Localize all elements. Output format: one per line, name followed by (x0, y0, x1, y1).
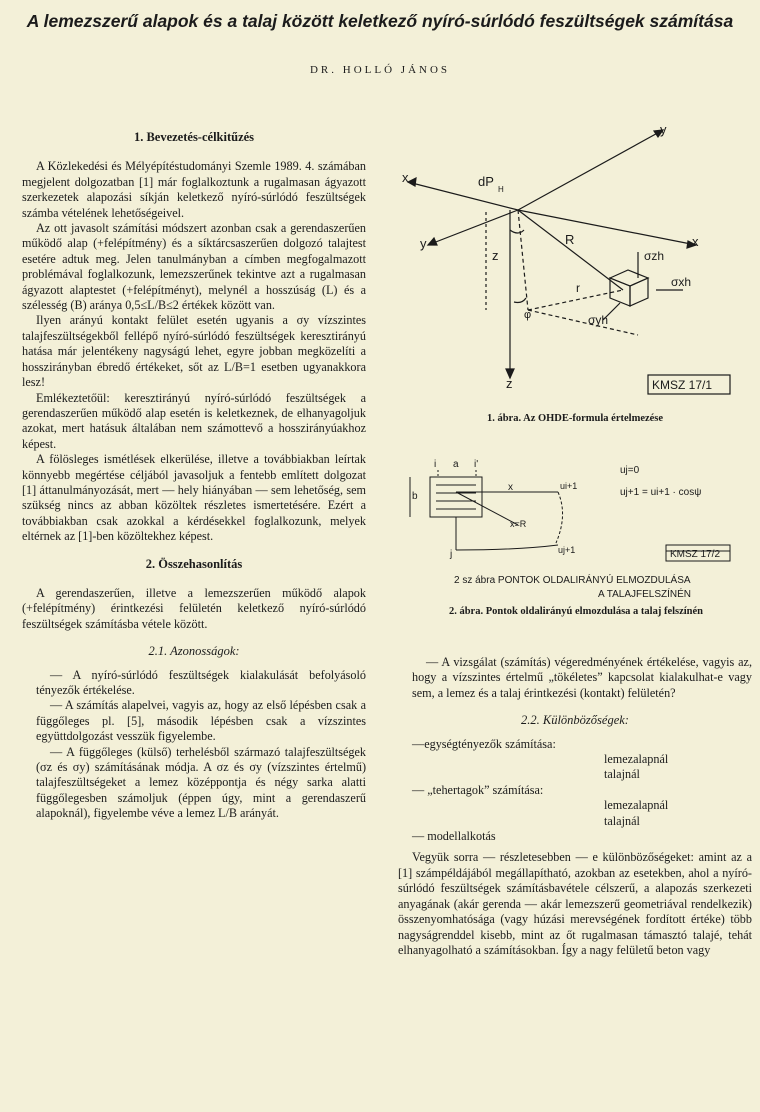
fig2-label-i-prime: i' (474, 459, 479, 470)
axis-label-x-left: x (402, 170, 409, 185)
difference-subitem: talajnál (604, 813, 640, 828)
left-column (22, 118, 366, 822)
list-item: — A számítás alapelvei, vagyis az, hogy az első lépésben csak a függőleges pl. [5], második lépésben csak a vízszintes együttdolgozást vesszük figyelembe. (36, 698, 366, 744)
fig2-hand-caption-1: 2 sz ábra PONTOK OLDALIRÁNYÚ ELMOZDULÁSA (454, 575, 691, 586)
figure-2-displacement-diagram (398, 455, 752, 603)
fig2-label-b: b (412, 491, 418, 502)
paragraph: Emlékeztetőül: keresztirányú nyíró-súrlódó feszültségek a gerendaszerűen működő alap esetén is keletkeznek, de elhanyagoljuk azokat, mert hatásuk általában nem számottevő a hosszirányúakhoz képest. (22, 390, 366, 451)
paragraph: A fölösleges ismétlések elkerülése, illetve a továbbiakban leírtak könnyebb megértése céljából javasoljuk a fentebb említett dolgozat [1] áttanulmányozását, mert — hely hiányában — sem lehetőség, sem szükség nincs az abban közöltek részletes ismertetésére. Ezért a továbbiakban csak azokkal a kérdésekkel foglalkozunk, melyek eltérnek az [1]-ben közöltekhez képest. (22, 452, 366, 544)
list-item: — A függőleges (külső) terhelésből származó talajfeszültségek (σz és σy) számításának módja. A σz és σy (vízszintes értelmű) talajfeszültségeket a lemez középpontja és négy sarka alatti függőlegesben számoljuk (éppen úgy, mint a gerendaszerű alapoknál), figyelembe véve a lemez L/B arányát. (36, 744, 366, 821)
axis-label-z: z (506, 376, 513, 391)
paragraph: Vegyük sorra — részletesebben — e különbözőségeket: amint az a [1] számpéldájából megállapítható, azokban az esetekben, ahol a nyíró-súrlódó feszültségek számításbavétele célszerű, a alapozás szerkezeti anyagának (akár gerenda — akár lemezszerű geometriával rendelkezik) összenyomhatósága (vagy húzási merevségének fordított értéke) több nagyságrenddel kisebb, mint az őt rugalmasan támasztó talajé, tehát elhanyagolható a számításokban. Így a nagy felületű beton vagy (398, 850, 752, 957)
fig2-label-x: x (508, 482, 513, 493)
difference-subitem: lemezalapnál (604, 752, 669, 767)
difference-item: — modellalkotás (412, 829, 496, 844)
paragraph: Ilyen arányú kontakt felület esetén ugyanis a σy vízszintes talajfeszültségekből fellépő nyíró-súrlódó feszültségek keresztirányú hatása már jelentékeny nagyságú lehet, egyre jobban megközelíti a hosszirányban ébredő értékeket, sőt az L/B=1 esetben ugyanakkora lesz! (22, 313, 366, 390)
force-subscript: H (498, 185, 504, 194)
fig2-label-uj1: uj+1 (558, 545, 576, 555)
difference-item: — „tehertagok” számítása: (412, 782, 544, 797)
section-heading-comparison: 2. Összehasonlítás (145, 556, 243, 571)
paragraph: A Közlekedési és Mélyépítéstudományi Szemle 1989. 4. számában megjelent dolgozatban [1] már foglalkoztunk a rugalmasan ágyazott szerkezetek alapozási síkján keletkező nyíró-súrlódó feszültségek számba vételének lehetőségeivel. (22, 159, 366, 220)
article-title: A lemezszerű alapok és a talaj között keletkező nyíró-súrlódó feszültségek számítása (26, 11, 734, 31)
difference-subitem: talajnál (604, 767, 640, 782)
list-item: — A nyíró-súrlódó feszültségek kialakulását befolyásoló tényezők értékelése. (36, 667, 366, 697)
figure-stamp: KMSZ 17/1 (652, 378, 713, 392)
fig2-label-ui1: ui+1 (560, 481, 578, 491)
subsection-heading-differences: 2.2. Különbözőségek: (521, 713, 629, 728)
figure-2-caption: 2. ábra. Pontok oldalirányú elmozdulása a talaj felszínén (448, 606, 704, 617)
paragraph: A gerendaszerűen, illetve a lemezszerűen működő alapok (+felépítmény) érintkezési felületén keletkező nyíró-súrlódó feszültségek számításba vétele között. (22, 585, 366, 631)
horizontal-radius-label: r (576, 281, 580, 295)
fig2-label-j: j (450, 549, 453, 560)
axis-label-x-right: x (692, 234, 699, 249)
axis-label-y-top: y (660, 122, 667, 137)
author-name: DR. HOLLÓ JÁNOS (309, 64, 451, 76)
fig2-stamp: KMSZ 17/2 (670, 549, 721, 560)
fig2-label-a: a (453, 459, 459, 470)
fig2-hand-caption-2: A TALAJFELSZÍNÉN (598, 589, 691, 600)
stress-label-yh: σyh (588, 313, 609, 327)
stress-label-zh: σzh (644, 249, 665, 263)
angle-label: φ (524, 309, 532, 321)
list-item: — A vizsgálat (számítás) végeredményének értékelése, vagyis az, hogy a vízszintes értelmű „tökéletes” kapcsolat kialakulhat-e vagy sem, a lemez és a talaj érintkezési (kontakt) felületén? (412, 655, 752, 700)
difference-item: —egységtényezők számítása: (412, 736, 556, 751)
fig2-label-i: i (434, 459, 437, 470)
fig2-equation-2: uj+1 = ui+1 · cosψ (620, 487, 702, 498)
figure-1-ohde-diagram (398, 120, 752, 405)
stress-label-xh: σxh (671, 275, 692, 289)
section-heading-intro: 1. Bevezetés-célkitűzés (133, 130, 255, 144)
difference-subitem: lemezalapnál (604, 798, 669, 813)
force-label: dP (478, 174, 494, 189)
axis-label-y-left: y (420, 236, 427, 251)
paragraph: Az ott javasolt számítási módszert azonban csak a gerendaszerűen működő alap (+felépítmény) és a síktárcsaszerűen dolgozó talajtest esetére adtuk meg. Jelen tanulmányban a címben megfogalmazott problémával foglalkozunk, lemezszerűnek tekintve azt a rugalmasan ágyazott alaptestet (+felépítményt), melynél a hosszúság (L) és a szélesség (B) aránya 0,5≤L/B≤2 értékek között van. (22, 221, 366, 313)
subsection-heading-identities: 2.1. Azonosságok: (148, 644, 240, 659)
depth-label: z (492, 248, 499, 263)
figure-1-caption: 1. ábra. Az OHDE-formula értelmezése (486, 413, 664, 424)
right-column (398, 655, 752, 958)
radius-label: R (565, 232, 575, 247)
fig2-equation-1: uj=0 (620, 465, 640, 476)
fig2-label-x-eq-r: x=R (510, 519, 527, 529)
